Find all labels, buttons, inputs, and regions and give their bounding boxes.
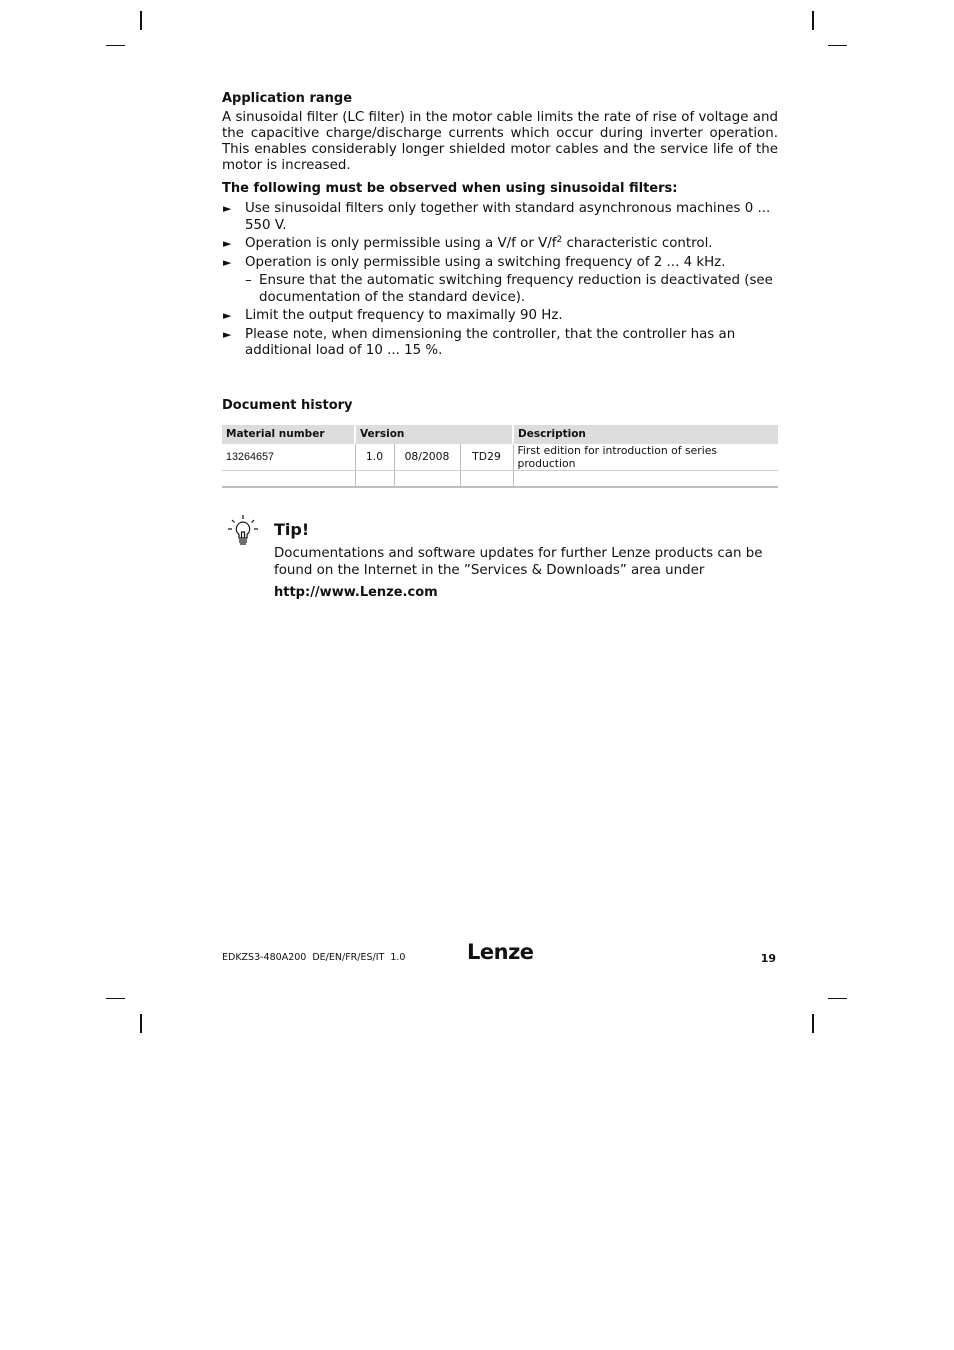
page-footer xyxy=(222,940,778,970)
version-cell: 1.0 xyxy=(355,444,394,471)
list-item-text-tail: characteristic control. xyxy=(562,236,713,251)
dash-marker: – xyxy=(245,273,252,288)
empty-cell xyxy=(355,470,394,487)
sub-list-item-text: Ensure that the automatic switching frequency reduction is deactivated (see documentation of the standard device). xyxy=(259,273,773,305)
application-range-text: A sinusoidal filter (LC filter) in the motor cable limits the rate of rise of voltage and the capacitive charge/discharge currents which occur during inverter operation. This enables considerably longer shielded motor cables and the service life of the motor is increased. xyxy=(222,110,778,173)
tip-text: Documentations and software updates for further Lenze products can be found on the Internet in the ”Services & Downloads” area under xyxy=(274,545,763,578)
crop-mark xyxy=(140,11,142,30)
document-history-table xyxy=(222,425,778,488)
lenze-website-link[interactable]: http://www.Lenze.com xyxy=(274,584,438,600)
page-number: 19 xyxy=(760,952,776,965)
empty-cell xyxy=(222,470,355,487)
list-item-text: Please note, when dimensioning the controller, that the controller has an additional load of 10 ... 15 %. xyxy=(245,326,736,358)
crop-mark xyxy=(812,1014,814,1033)
column-header-material-number: Material number xyxy=(222,425,355,444)
document-id: EDKZS3-480A200 DE/EN/FR/ES/IT 1.0 xyxy=(222,952,406,963)
list-item-text: Operation is only permissible using a V/f or V/f xyxy=(245,236,557,251)
tip-title: Tip! xyxy=(274,519,310,539)
empty-cell xyxy=(513,470,778,487)
list-item-text: Limit the output frequency to maximally 90 Hz. xyxy=(245,308,563,323)
tip-box xyxy=(222,520,778,602)
bullet-marker: ► xyxy=(223,237,232,250)
date-cell: 08/2008 xyxy=(394,444,460,471)
lenze-logo: Lenze xyxy=(467,940,534,964)
bullet-marker: ► xyxy=(223,255,232,269)
table-row xyxy=(222,470,778,487)
crop-mark xyxy=(106,45,125,46)
list-item-text: Use sinusoidal filters only together with standard asynchronous machines 0 ... 550 V. xyxy=(245,201,771,233)
list-item xyxy=(222,327,778,360)
code-cell: TD29 xyxy=(460,444,513,471)
list-item xyxy=(222,255,778,307)
column-header-description: Description xyxy=(513,425,778,444)
crop-mark xyxy=(828,998,847,999)
description-cell: First edition for introduction of series production xyxy=(513,444,778,471)
bullet-marker: ► xyxy=(223,202,232,215)
crop-mark xyxy=(812,11,814,30)
column-header-version: Version xyxy=(355,425,513,444)
list-item xyxy=(222,236,778,253)
superscript-2: 2 xyxy=(556,235,563,245)
crop-mark xyxy=(106,998,125,999)
table-row xyxy=(222,444,778,471)
document-history-heading: Document history xyxy=(222,397,353,413)
application-range-heading: Application range xyxy=(222,91,353,106)
list-item xyxy=(222,201,778,234)
empty-cell xyxy=(460,470,513,487)
empty-cell xyxy=(394,470,460,487)
crop-mark xyxy=(140,1014,142,1033)
page-content xyxy=(222,90,778,602)
lightbulb-icon xyxy=(226,514,260,548)
material-number-cell: 13264657 xyxy=(222,444,355,471)
bullet-marker: ► xyxy=(223,327,232,341)
sub-list-item xyxy=(245,273,778,306)
observe-subheading: The following must be observed when using sinusoidal filters: xyxy=(222,181,678,196)
table-header-row xyxy=(222,425,778,444)
crop-mark xyxy=(828,45,847,46)
list-item xyxy=(222,308,778,325)
list-item-text: Operation is only permissible using a switching frequency of 2 ... 4 kHz. xyxy=(245,254,726,270)
requirements-list xyxy=(222,201,778,360)
bullet-marker: ► xyxy=(223,309,232,322)
